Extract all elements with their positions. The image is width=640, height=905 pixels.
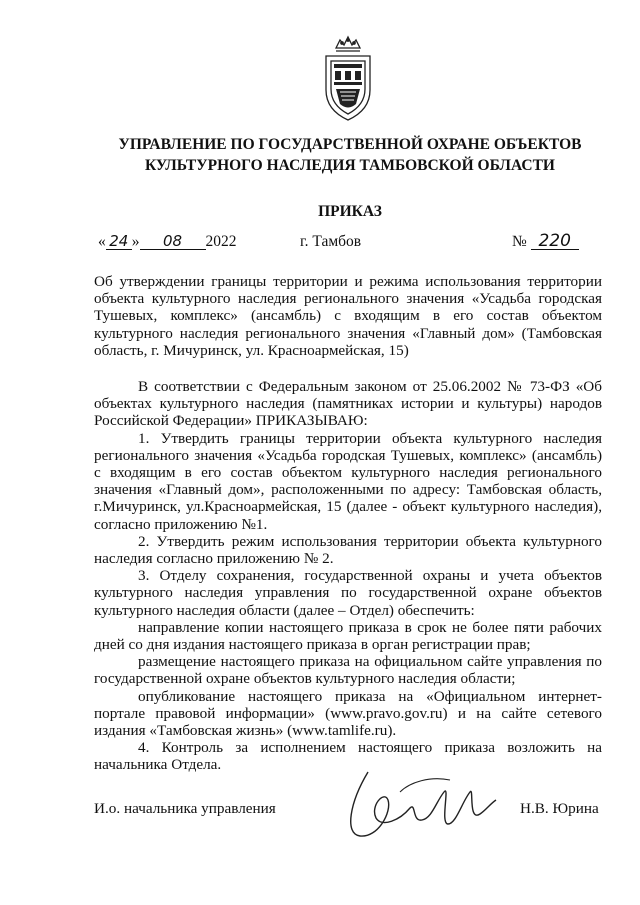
agency-name-line-1: УПРАВЛЕНИЕ ПО ГОСУДАРСТВЕННОЙ ОХРАНЕ ОБЪЕКТОВ — [118, 136, 582, 153]
order-city: г. Тамбов — [300, 233, 362, 250]
item-3-paragraph: 3. Отделу сохранения, государственной охраны и учета объектов культурного наследия управления по государственной охране объектов культурного наследия области (далее – Отдел) обеспечить: — [94, 567, 602, 619]
date-open-quote: « — [98, 233, 106, 250]
order-number-value: 220 — [531, 234, 579, 250]
order-subject: Об утверждении границы территории и режима использования территории объекта культурного наследия регионального значения «Усадьба городская Тушевых, комплекс» (ансамбль) с входящим в его состав объектом культурного наследия регионального значения «Главный дом» (Тамбовская область, г. Мичуринск, ул. Красноармейская, 15) — [94, 273, 602, 359]
order-title: ПРИКАЗ — [318, 203, 382, 220]
order-month: 08 — [140, 234, 206, 250]
preamble-paragraph: В соответствии с Федеральным законом от 25.06.2002 № 73-ФЗ «Об объектах культурного наследия (памятниках истории и культуры) народов Российской Федерации» ПРИКАЗЫВАЮ: — [94, 378, 602, 430]
date-close-quote: » — [131, 233, 140, 250]
agency-name-line-2: КУЛЬТУРНОГО НАСЛЕДИЯ ТАМБОВСКОЙ ОБЛАСТИ — [145, 157, 555, 174]
order-day: 24 — [106, 234, 132, 250]
item-3-subitem-website: размещение настоящего приказа на официальном сайте управления по государственной охране объектов культурного наследия области; — [94, 653, 602, 688]
handwritten-signature — [340, 762, 500, 842]
signatory-position: И.о. начальника управления — [94, 800, 276, 817]
order-year: 2022 — [205, 233, 237, 250]
order-body — [94, 378, 602, 774]
item-1-paragraph: 1. Утвердить границы территории объекта культурного наследия регионального значения «Усадьба городская Тушевых, комплекс» (ансамбль) с входящим в его состав объектом культурного наследия регионального значения «Главный дом», расположенными по адресу: Тамбовская область, г.Мичуринск, ул.Красноармейская, 15 (далее - объект культурного наследия), согласно приложению №1. — [94, 429, 602, 533]
coat-of-arms-emblem — [322, 34, 374, 124]
order-number — [512, 233, 579, 251]
signatory-name: Н.В. Юрина — [520, 800, 599, 817]
order-number-label: № — [512, 233, 527, 250]
item-3-subitem-publication: опубликование настоящего приказа на «Официальном интернет-портале правовой информации» (www.pravo.gov.ru) и на сайте сетевого издания «Тамбовская жизнь» (www.tamlife.ru). — [94, 687, 602, 740]
order-date — [98, 233, 237, 251]
agency-header — [60, 134, 640, 176]
item-3-subitem-copy: направление копии настоящего приказа в срок не более пяти рабочих дней со дня издания настоящего приказа в орган регистрации прав; — [94, 618, 602, 654]
item-2-paragraph: 2. Утвердить режим использования территории объекта культурного наследия согласно приложению № 2. — [94, 532, 602, 568]
item-4-paragraph: 4. Контроль за исполнением настоящего приказа возложить на начальника Отдела. — [94, 739, 602, 774]
